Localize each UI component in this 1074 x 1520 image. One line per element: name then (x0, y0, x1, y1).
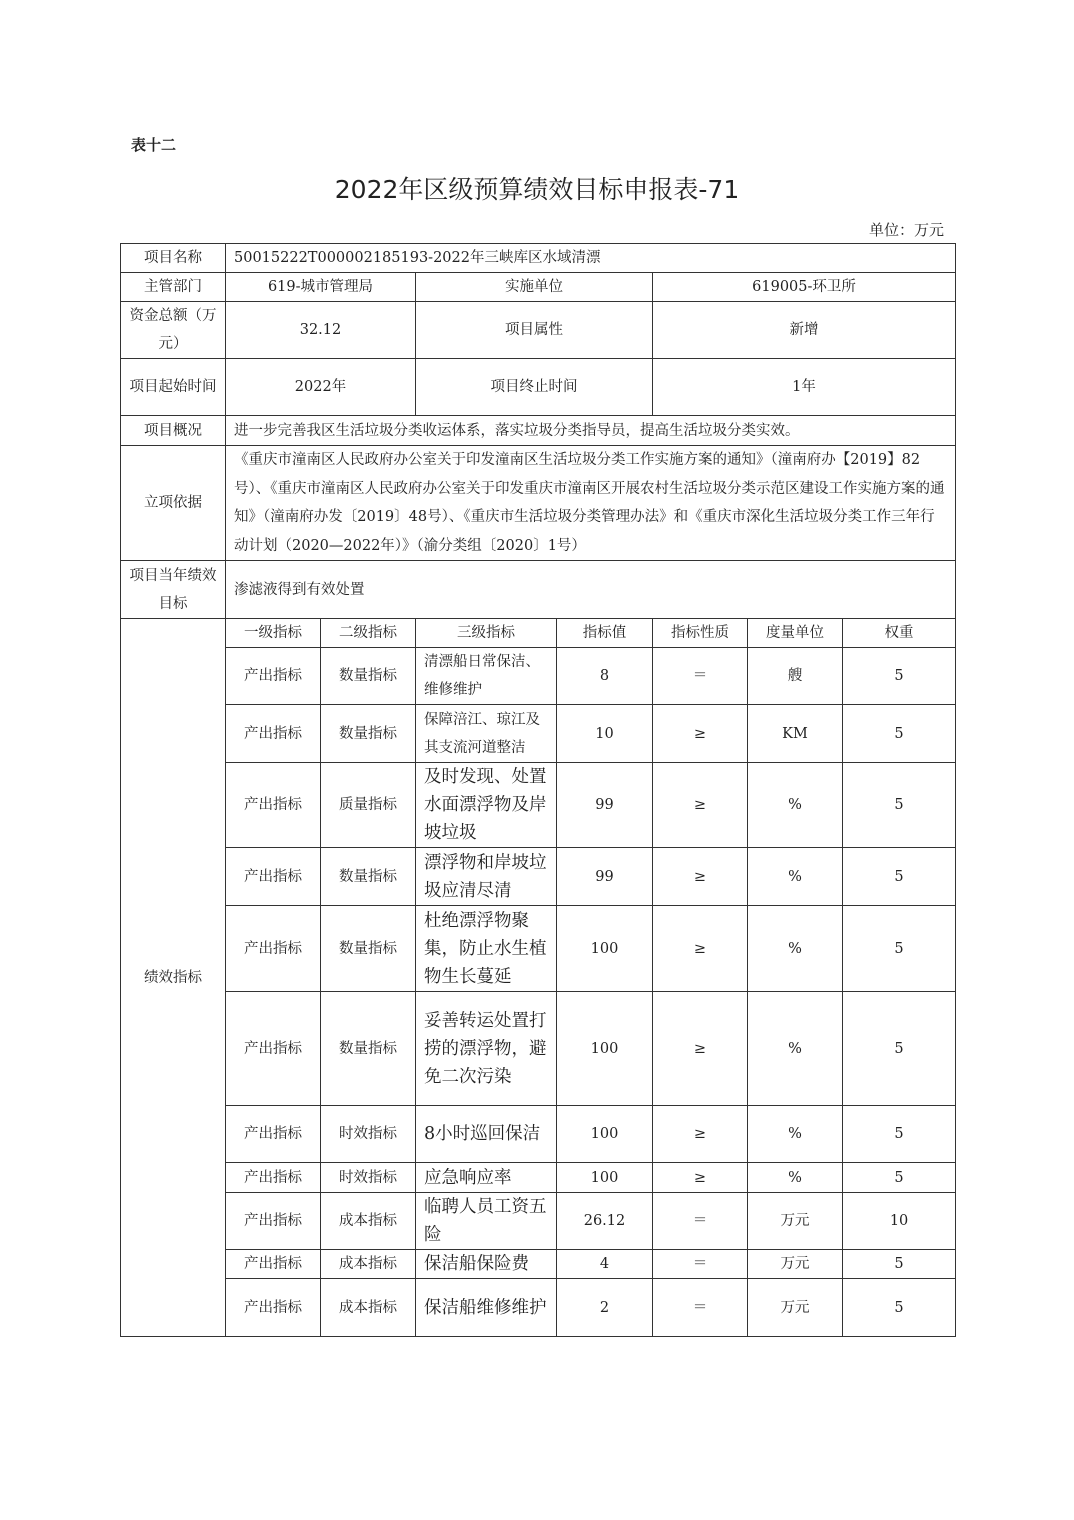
row-project-name (121, 244, 956, 273)
table-row (121, 763, 956, 848)
cell-unit: % (748, 992, 843, 1106)
cell-l1: 产出指标 (226, 848, 321, 906)
dept-label: 主管部门 (121, 273, 226, 302)
cell-weight: 5 (843, 906, 956, 992)
cell-weight: 10 (843, 1193, 956, 1250)
row-fund (121, 302, 956, 359)
indicator-header-row (121, 619, 956, 648)
cell-l3: 杜绝漂浮物聚集，防止水生植物生长蔓延 (416, 906, 557, 992)
impl-unit-label: 实施单位 (416, 273, 653, 302)
project-name-value: 50015222T000002185193-2022年三峡库区水域清漂 (226, 244, 956, 273)
cell-nature: ≥ (653, 992, 748, 1106)
cell-unit: % (748, 906, 843, 992)
project-name-label: 项目名称 (121, 244, 226, 273)
end-label: 项目终止时间 (416, 359, 653, 416)
dept-value: 619-城市管理局 (226, 273, 416, 302)
cell-l2: 数量指标 (321, 906, 416, 992)
cell-l1: 产出指标 (226, 1279, 321, 1337)
cell-unit: 万元 (748, 1193, 843, 1250)
cell-l1: 产出指标 (226, 1193, 321, 1250)
cell-weight: 5 (843, 1163, 956, 1193)
cell-nature: ＝ (653, 1279, 748, 1337)
cell-l3: 临聘人员工资五险 (416, 1193, 557, 1250)
cell-value: 100 (557, 906, 653, 992)
header-value: 指标值 (557, 619, 653, 648)
cell-l2: 成本指标 (321, 1193, 416, 1250)
cell-l1: 产出指标 (226, 1163, 321, 1193)
cell-value: 100 (557, 1106, 653, 1163)
cell-l3: 应急响应率 (416, 1163, 557, 1193)
cell-value: 8 (557, 648, 653, 705)
table-row (121, 1250, 956, 1279)
cell-nature: ≥ (653, 1106, 748, 1163)
cell-l1: 产出指标 (226, 1106, 321, 1163)
budget-target-table (120, 243, 956, 1337)
row-dept (121, 273, 956, 302)
cell-l2: 时效指标 (321, 1163, 416, 1193)
fund-value: 32.12 (226, 302, 416, 359)
start-label: 项目起始时间 (121, 359, 226, 416)
cell-value: 10 (557, 705, 653, 763)
goal-value: 渗滤液得到有效处置 (226, 561, 956, 619)
header-l2: 二级指标 (321, 619, 416, 648)
cell-l2: 数量指标 (321, 705, 416, 763)
table-row (121, 1106, 956, 1163)
cell-l1: 产出指标 (226, 705, 321, 763)
cell-l2: 数量指标 (321, 648, 416, 705)
cell-unit: % (748, 1106, 843, 1163)
cell-unit: 万元 (748, 1250, 843, 1279)
cell-l2: 数量指标 (321, 848, 416, 906)
table-row (121, 648, 956, 705)
table-row (121, 992, 956, 1106)
cell-unit: % (748, 763, 843, 848)
row-basis (121, 446, 956, 561)
cell-value: 99 (557, 763, 653, 848)
cell-unit: 艘 (748, 648, 843, 705)
cell-weight: 5 (843, 1279, 956, 1337)
cell-value: 4 (557, 1250, 653, 1279)
cell-nature: ≥ (653, 763, 748, 848)
cell-l1: 产出指标 (226, 763, 321, 848)
end-value: 1年 (653, 359, 956, 416)
row-goal (121, 561, 956, 619)
row-time (121, 359, 956, 416)
cell-unit: % (748, 848, 843, 906)
header-weight: 权重 (843, 619, 956, 648)
attr-value: 新增 (653, 302, 956, 359)
cell-l2: 数量指标 (321, 992, 416, 1106)
indicators-section-label: 绩效指标 (121, 619, 226, 1337)
impl-unit-value: 619005-环卫所 (653, 273, 956, 302)
cell-l3: 清漂船日常保洁、维修维护 (416, 648, 557, 705)
cell-nature: ≥ (653, 1163, 748, 1193)
cell-nature: ＝ (653, 648, 748, 705)
header-l3: 三级指标 (416, 619, 557, 648)
cell-weight: 5 (843, 648, 956, 705)
cell-weight: 5 (843, 705, 956, 763)
header-l1: 一级指标 (226, 619, 321, 648)
start-value: 2022年 (226, 359, 416, 416)
cell-l2: 质量指标 (321, 763, 416, 848)
cell-l1: 产出指标 (226, 1250, 321, 1279)
cell-l3: 及时发现、处置水面漂浮物及岸坡垃圾 (416, 763, 557, 848)
table-row (121, 1163, 956, 1193)
basis-value: 《重庆市潼南区人民政府办公室关于印发潼南区生活垃圾分类工作实施方案的通知》（潼南府办【2019】82号）、《重庆市潼南区人民政府办公室关于印发重庆市潼南区开展农村生活垃圾分类示范区建设工作实施方案的通知》（潼南府办发〔2019〕48号）、《重庆市生活垃圾分类管理办法》和《重庆市深化生活垃圾分类工作三年行动计划（2020—2022年）》（渝分类组〔2020〕1号） (226, 446, 956, 561)
cell-l3: 妥善转运处置打捞的漂浮物，避免二次污染 (416, 992, 557, 1106)
cell-nature: ＝ (653, 1250, 748, 1279)
table-row (121, 848, 956, 906)
cell-l1: 产出指标 (226, 992, 321, 1106)
header-unit: 度量单位 (748, 619, 843, 648)
cell-l3: 保洁船保险费 (416, 1250, 557, 1279)
cell-value: 2 (557, 1279, 653, 1337)
cell-unit: 万元 (748, 1279, 843, 1337)
cell-nature: ≥ (653, 906, 748, 992)
cell-nature: ＝ (653, 1193, 748, 1250)
cell-nature: ≥ (653, 705, 748, 763)
table-number: 表十二 (131, 136, 177, 154)
cell-weight: 5 (843, 763, 956, 848)
cell-l3: 保洁船维修维护 (416, 1279, 557, 1337)
cell-weight: 5 (843, 1250, 956, 1279)
table-row (121, 906, 956, 992)
cell-value: 100 (557, 1163, 653, 1193)
cell-l3: 保障涪江、琼江及其支流河道整洁 (416, 705, 557, 763)
cell-weight: 5 (843, 992, 956, 1106)
cell-weight: 5 (843, 1106, 956, 1163)
cell-value: 99 (557, 848, 653, 906)
page-title: 2022年区级预算绩效目标申报表-71 (334, 175, 740, 204)
overview-value: 进一步完善我区生活垃圾分类收运体系，落实垃圾分类指导员，提高生活垃圾分类实效。 (226, 416, 956, 446)
cell-nature: ≥ (653, 848, 748, 906)
overview-label: 项目概况 (121, 416, 226, 446)
table-row (121, 705, 956, 763)
cell-unit: KM (748, 705, 843, 763)
attr-label: 项目属性 (416, 302, 653, 359)
goal-label: 项目当年绩效目标 (121, 561, 226, 619)
cell-l2: 成本指标 (321, 1250, 416, 1279)
cell-l3: 8小时巡回保洁 (416, 1106, 557, 1163)
cell-l1: 产出指标 (226, 906, 321, 992)
cell-value: 100 (557, 992, 653, 1106)
cell-l2: 时效指标 (321, 1106, 416, 1163)
cell-l2: 成本指标 (321, 1279, 416, 1337)
table-row (121, 1279, 956, 1337)
header-nature: 指标性质 (653, 619, 748, 648)
basis-label: 立项依据 (121, 446, 226, 561)
cell-l1: 产出指标 (226, 648, 321, 705)
unit-label: 单位：万元 (868, 221, 944, 239)
cell-value: 26.12 (557, 1193, 653, 1250)
row-overview (121, 416, 956, 446)
cell-l3: 漂浮物和岸坡垃圾应清尽清 (416, 848, 557, 906)
cell-weight: 5 (843, 848, 956, 906)
table-row (121, 1193, 956, 1250)
fund-label: 资金总额（万元） (121, 302, 226, 359)
cell-unit: % (748, 1163, 843, 1193)
